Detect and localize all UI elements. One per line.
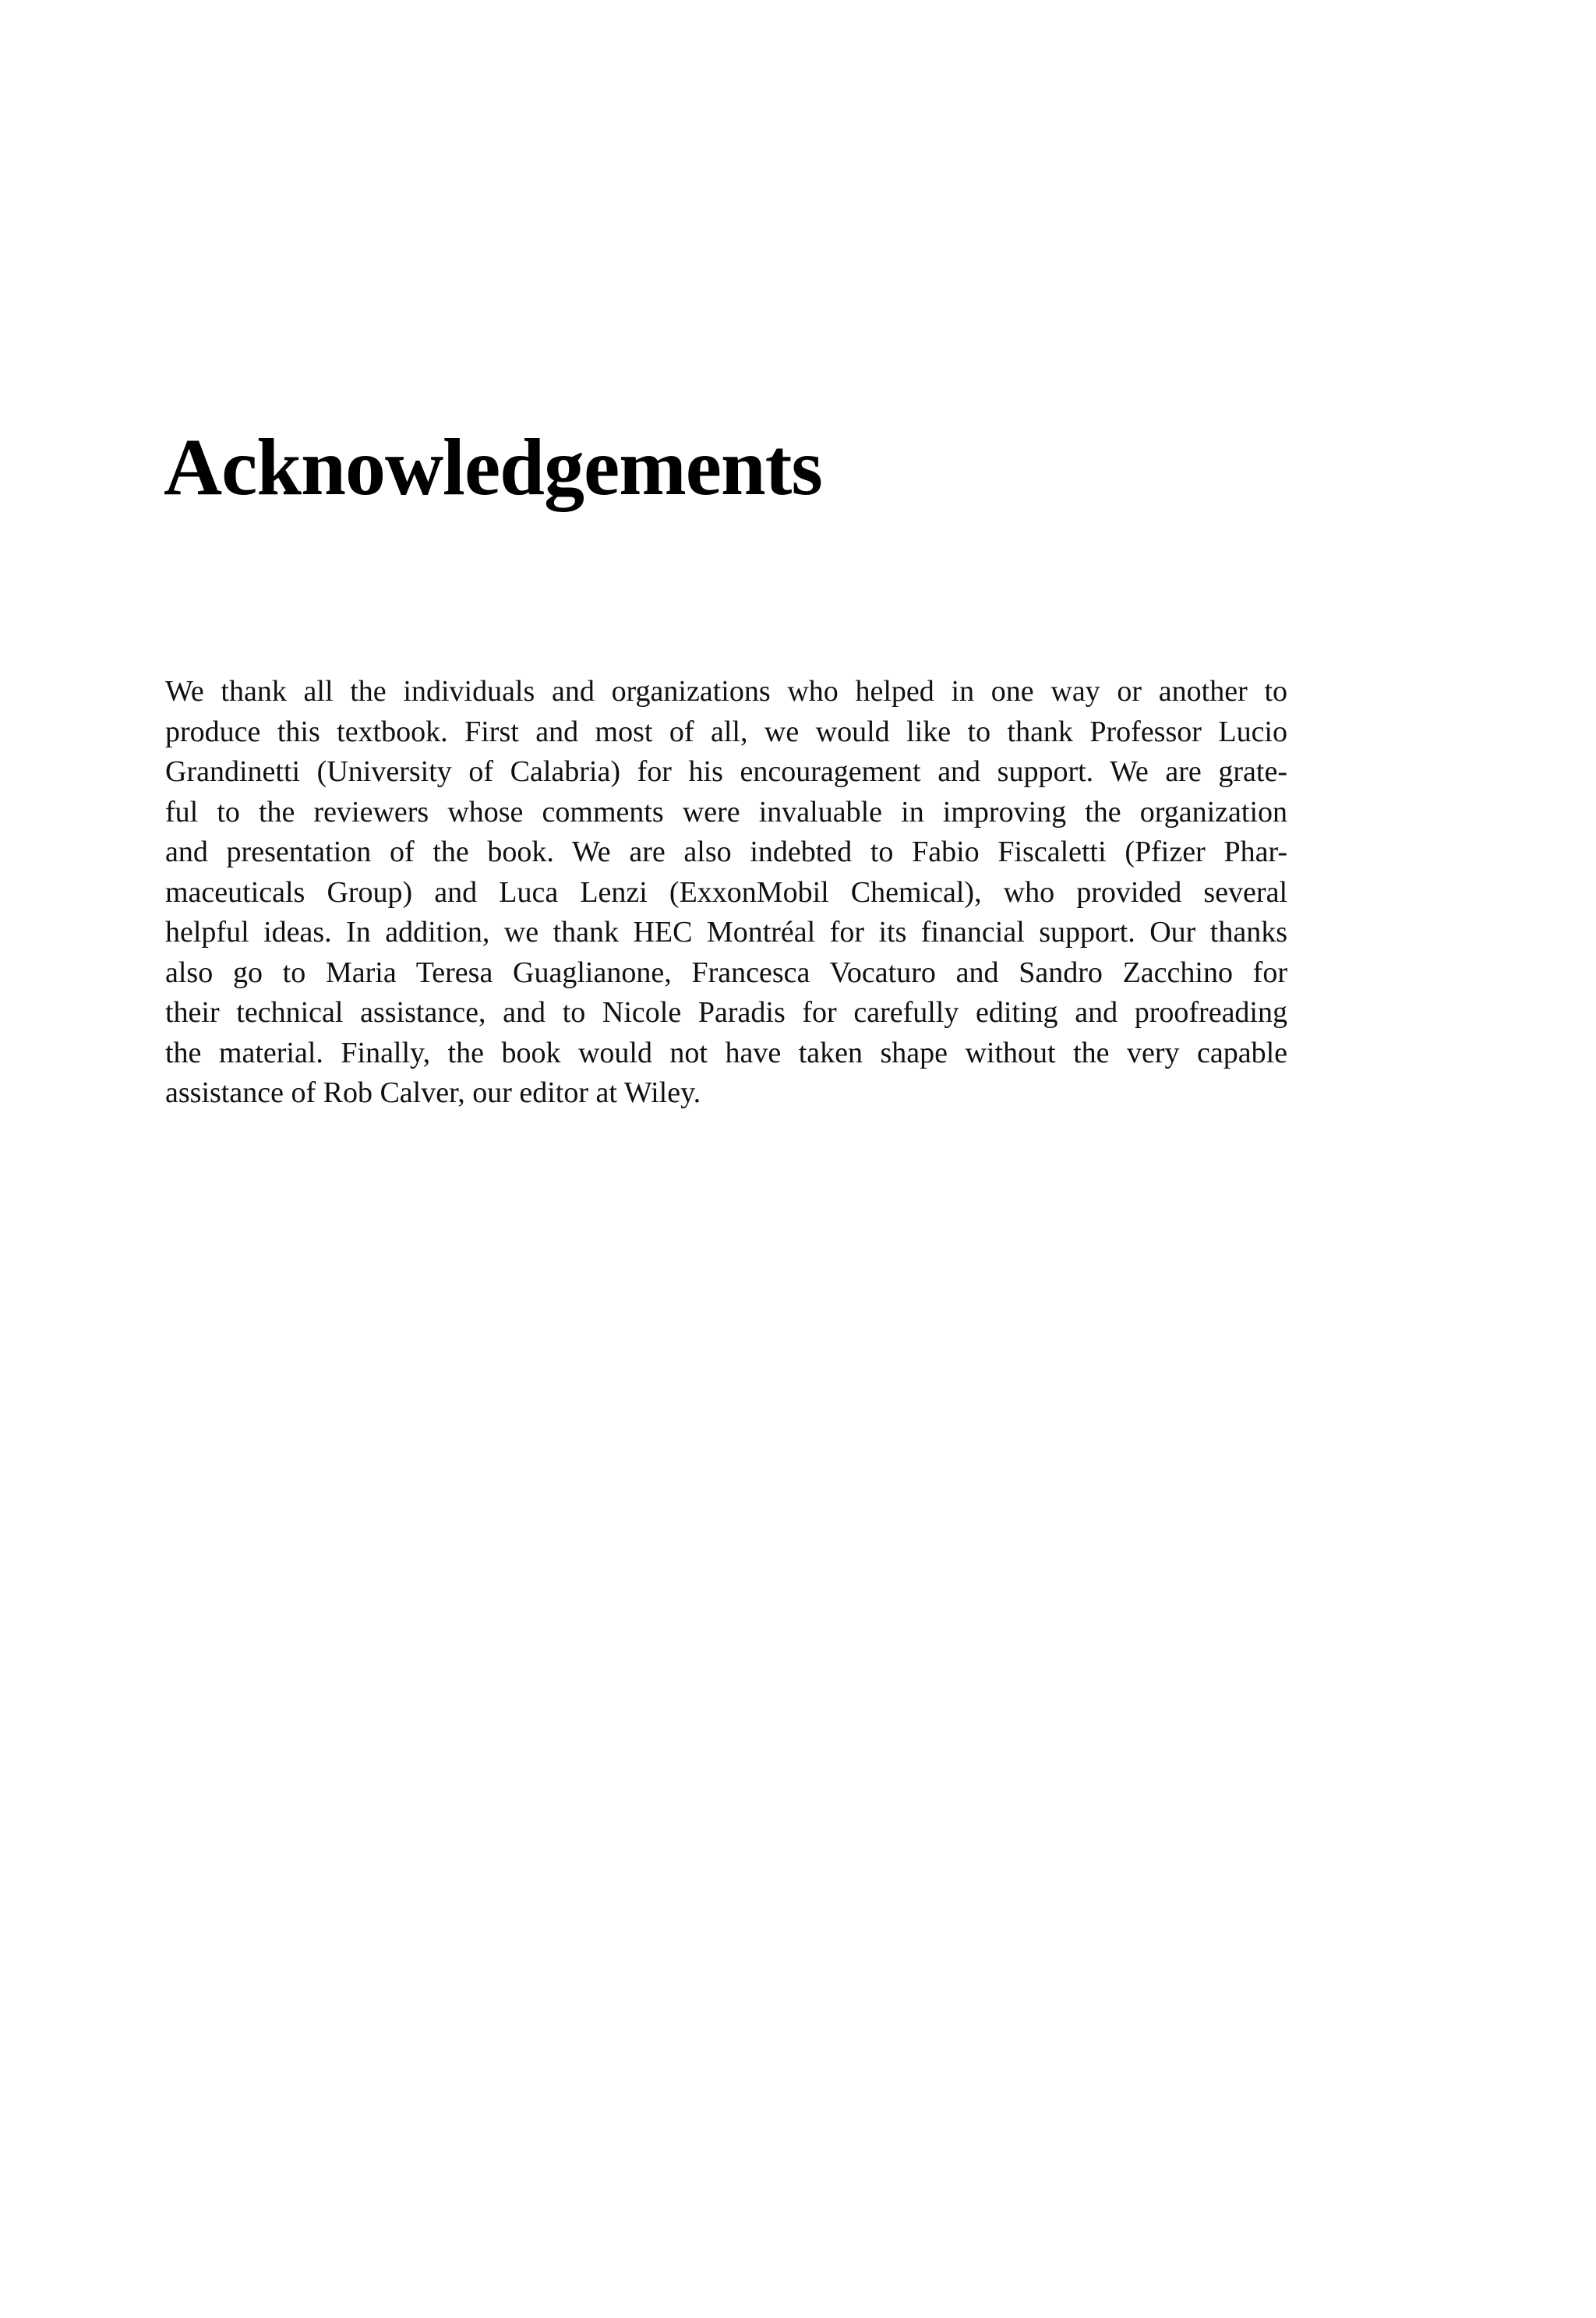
- paragraph-line: and presentation of the book. We are also indebted to Fabio Fiscaletti (Pfizer Phar-: [165, 836, 1287, 868]
- paragraph-line: maceuticals Group) and Luca Lenzi (ExxonMobil Chemical), who provided several: [165, 875, 1287, 909]
- paragraph-line: Grandinetti (University of Calabria) for his encouragement and support. We are grate-: [165, 755, 1287, 788]
- paragraph-line: also go to Maria Teresa Guaglianone, Francesca Vocaturo and Sandro Zacchino for: [165, 956, 1287, 989]
- paragraph-line: the material. Finally, the book would not have taken shape without the very capable: [165, 1036, 1287, 1069]
- paragraph-line: helpful ideas. In addition, we thank HEC Montréal for its financial support. Our thanks: [165, 916, 1287, 949]
- paragraph-line: We thank all the individuals and organizations who helped in one way or another to: [165, 675, 1287, 708]
- acknowledgements-paragraph: [165, 672, 1287, 1114]
- paragraph-line: ful to the reviewers whose comments were invaluable in improving the organization: [165, 795, 1287, 829]
- page-title: Acknowledgements: [164, 422, 822, 512]
- paragraph-line: assistance of Rob Calver, our editor at Wiley.: [165, 1076, 701, 1109]
- paragraph-line: their technical assistance, and to Nicole Paradis for carefully editing and proofreading: [165, 996, 1287, 1029]
- paragraph-line: produce this textbook. First and most of all, we would like to thank Professor Lucio: [165, 715, 1287, 748]
